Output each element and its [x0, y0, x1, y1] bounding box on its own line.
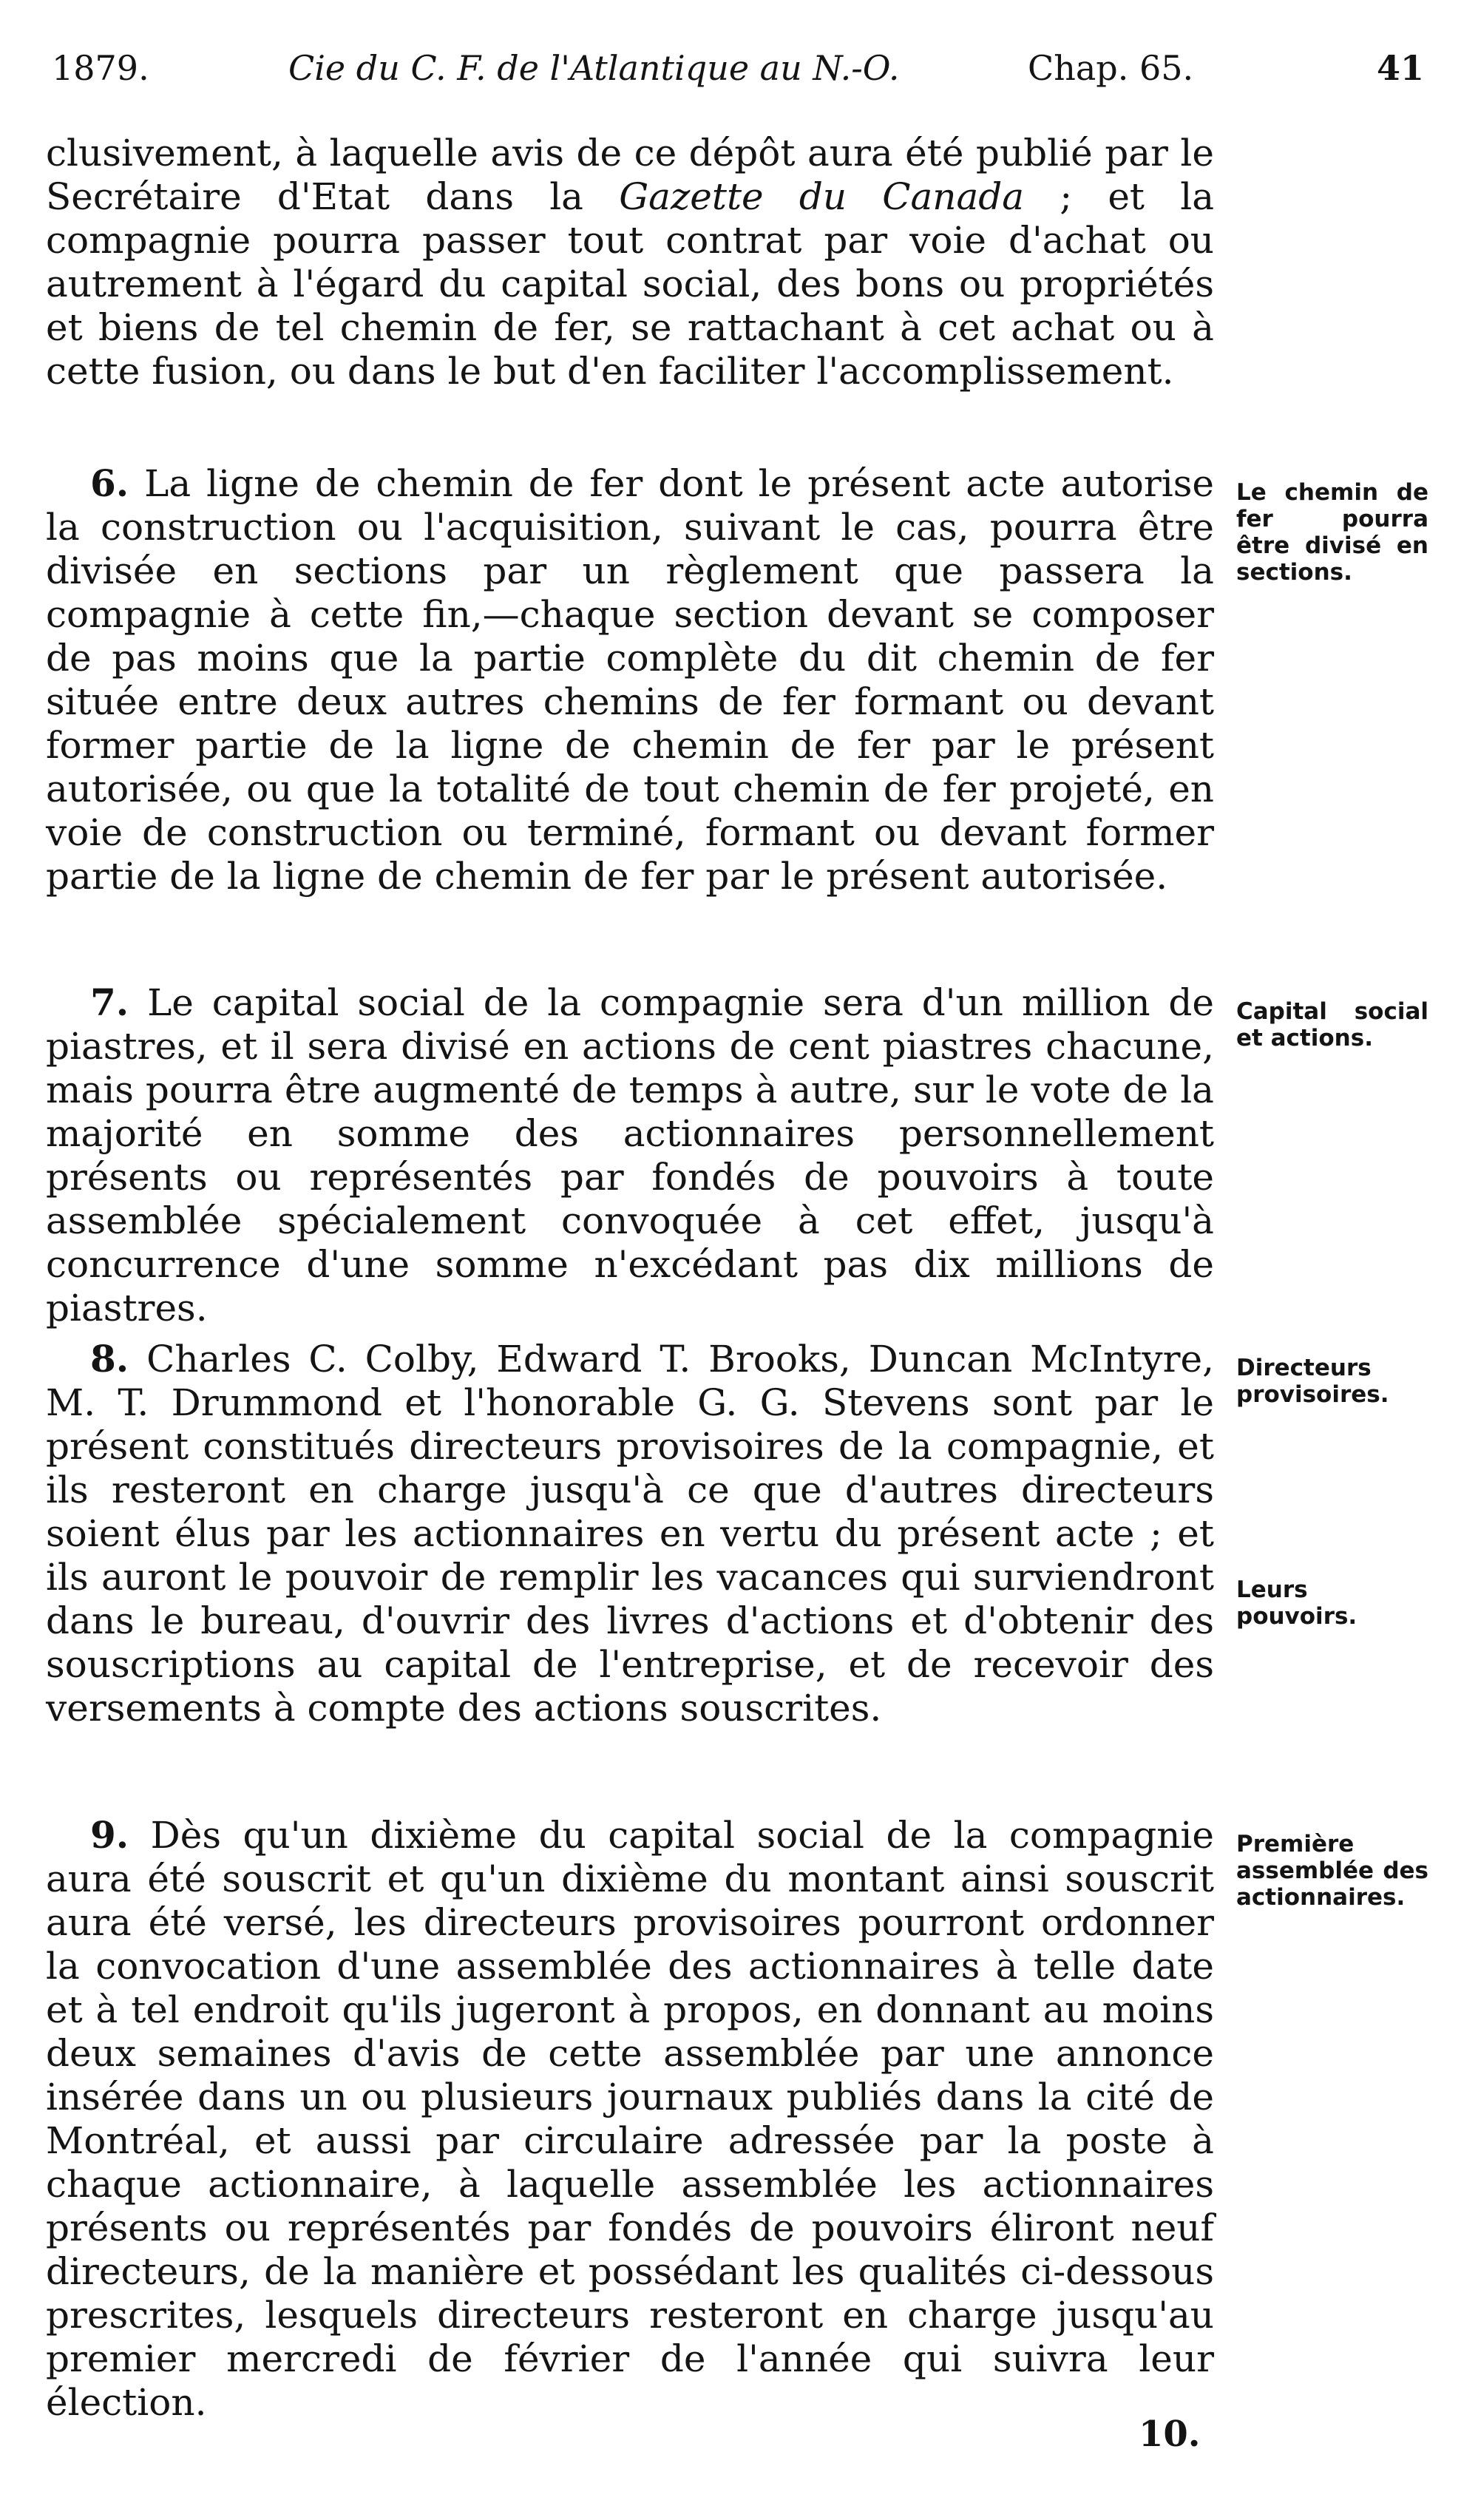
page-number: 41 [1376, 48, 1424, 88]
gazette-title: Gazette du Canada [619, 175, 1025, 218]
running-header [52, 38, 1424, 98]
section-8-margin-note: Directeurs provisoires. [1236, 1355, 1389, 1408]
catchword: 10. [1139, 2414, 1201, 2455]
section-6-text: La ligne de chemin de fer dont le présent acte autorise la construction ou l'acquisition, suivant le cas, pourra être divisée en sections par un règlement que passera la compagnie à cette fin,—chaque section devant se composer de pas moins que la partie complète du dit chemin de fer située entre deux autres chemins de fer formant ou devant former partie de la ligne de chemin de fer par le présent autorisée, ou que la totalité de tout chemin de fer projeté, en voie de construction ou terminé, formant ou devant former partie de la ligne de chemin de fer par le présent autorisée. [46, 462, 1214, 898]
section-9-text: Dès qu'un dixième du capital social de la compagnie aura été souscrit et qu'un dixième du montant ainsi souscrit aura été versé, les directeurs provisoires pourront ordonner la convocation d'une assemblée des actionnaires à telle date et à tel endroit qu'ils jugeront à propos, en donnant au moins deux semaines d'avis de cette assemblée par une annonce insérée dans un ou plusieurs journaux publiés dans la cité de Montréal, et aussi par circulaire adressée par la poste à chaque actionnaire, à laquelle assemblée les actionnaires présents ou représentés par fondés de pouvoirs éliront neuf directeurs, de la manière et possédant les qualités ci-dessous prescrites, lesquels directeurs resteront en charge jusqu'au premier mercredi de février de l'année qui suivra leur élection. [46, 1814, 1214, 2424]
section-6 [46, 461, 1214, 898]
continuation-after-italic: ; et la compagnie pourra passer tout contrat par voie d'achat ou autrement à l'égard du capital social, des bons ou propriétés et biens de tel chemin de fer, se rattachant à cet achat ou à cette fusion, ou dans le but d'en faciliter l'accomplissement. [46, 175, 1214, 393]
section-8 [46, 1337, 1214, 1730]
header-year: 1879. [52, 48, 149, 88]
header-chapter: Chap. 65. [1028, 48, 1194, 88]
section-9-margin-note: Première assemblée des actionnaires. [1236, 1831, 1428, 1911]
section-6-margin-note: Le chemin de fer pourra être divisé en sections. [1236, 479, 1428, 586]
section-8-text: Charles C. Colby, Edward T. Brooks, Duncan McIntyre, M. T. Drummond et l'honorable G. G. Stevens sont par le présent constitués directeurs provisoires de la compagnie, et ils resteront en charge jusqu'à ce que d'autres directeurs soient élus par les actionnaires en vertu du présent acte ; et ils auront le pouvoir de remplir les vacances qui surviendront dans le bureau, d'ouvrir des livres d'actions et d'obtenir des souscriptions au capital de l'entreprise, et de recevoir des versements à compte des actions souscrites. [46, 1338, 1214, 1730]
section-6-paragraph [46, 461, 1214, 898]
section-7-paragraph [46, 980, 1214, 1330]
continuation-before-italic: clusivement, à laquelle avis de ce dépôt aura été publié par le Secrétaire d'Etat dans la [46, 132, 1214, 218]
section-9-paragraph [46, 1813, 1214, 2425]
section-7-text: Le capital social de la compagnie sera d'un million de piastres, et il sera divisé en actions de cent piastres chacune, mais pourra être augmenté de temps à autre, sur le vote de la majorité en somme des actionnaires personnellement présents ou représentés par fondés de pouvoirs à toute assemblée spécialement convoquée à cet effet, jusqu'à concurrence d'une somme n'excédant pas dix millions de piastres. [46, 981, 1214, 1330]
continuation-text [46, 132, 1214, 393]
section-9-number: 9. [90, 1813, 129, 1857]
continuation-paragraph [46, 132, 1214, 393]
section-9 [46, 1813, 1214, 2425]
header-title: Cie du C. F. de l'Atlantique au N.-O. [288, 48, 900, 88]
section-7 [46, 980, 1214, 1330]
section-8-margin-note-2: Leurs pouvoirs. [1236, 1576, 1357, 1630]
section-7-number: 7. [90, 980, 129, 1024]
section-7-margin-note: Capital social et actions. [1236, 998, 1428, 1051]
section-6-number: 6. [90, 461, 129, 505]
section-8-number: 8. [90, 1337, 129, 1381]
section-8-paragraph [46, 1337, 1214, 1730]
